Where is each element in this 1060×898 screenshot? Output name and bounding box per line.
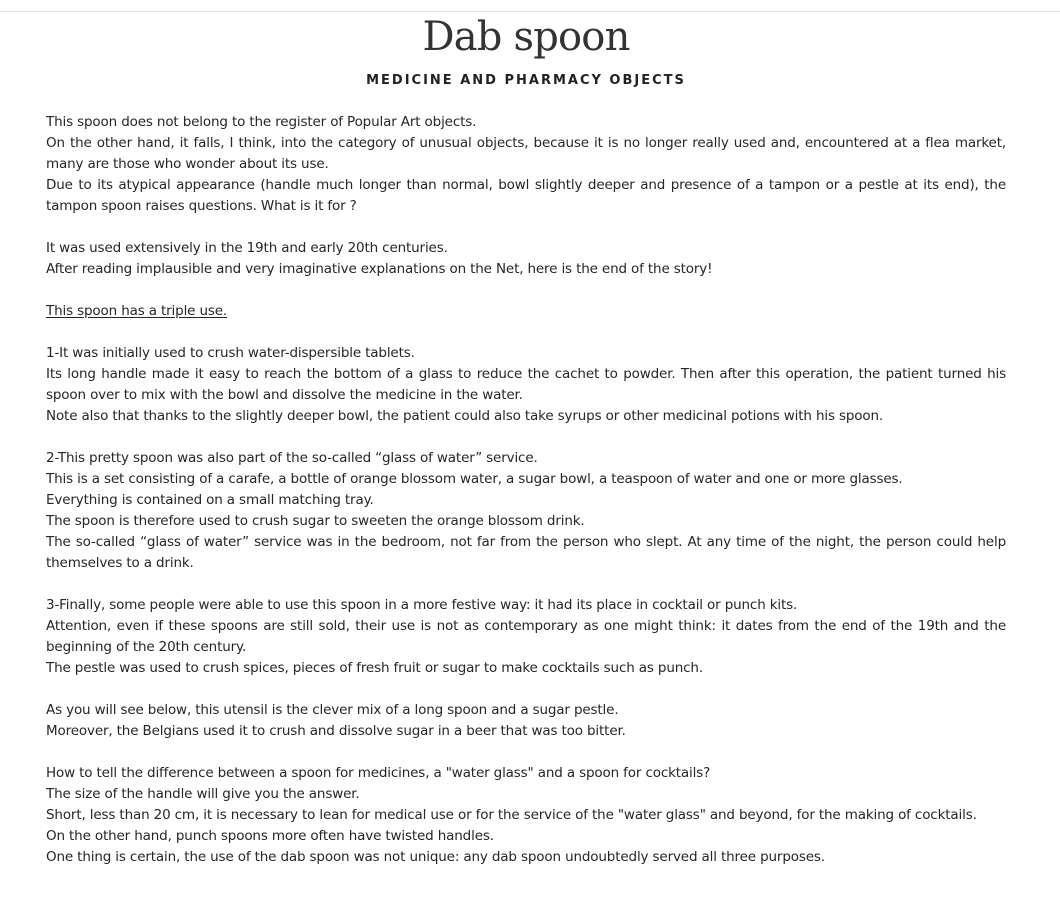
text-line: The pestle was used to crush spices, pieces of fresh fruit or sugar to make cocktails such as punch. [46, 660, 703, 676]
text-line: On the other hand, punch spoons more often have twisted handles. [46, 828, 494, 844]
text-line: Note also that thanks to the slightly deeper bowl, the patient could also take syrups or other medicinal potions with his spoon. [46, 408, 884, 424]
page-category: MEDICINE AND PHARMACY OBJECTS [366, 73, 686, 88]
text-line: This spoon does not belong to the register of Popular Art objects. [46, 114, 477, 130]
paragraph-differences [46, 763, 1006, 868]
paragraph-use-1 [46, 343, 1006, 427]
paragraph-use-2 [46, 448, 1006, 574]
text-line: Everything is contained on a small matching tray. [46, 492, 374, 508]
text-line: 2-This pretty spoon was also part of the so-called “glass of water” service. [46, 450, 538, 466]
triple-use-heading: This spoon has a triple use. [46, 303, 228, 319]
text-line: One thing is certain, the use of the dab spoon was not unique: any dab spoon undoubtedly served all three purposes. [46, 849, 825, 865]
text-line: The size of the handle will give you the answer. [46, 786, 360, 802]
text-line: The spoon is therefore used to crush sugar to sweeten the orange blossom drink. [46, 513, 585, 529]
text-line: 1-It was initially used to crush water-dispersible tablets. [46, 345, 415, 361]
text-line: Attention, even if these spoons are still sold, their use is not as contemporary as one might think: it dates from the end of the 19th and the beginning of the 20th century. [46, 618, 1006, 655]
paragraph-use-3 [46, 595, 1006, 679]
text-line: How to tell the difference between a spoon for medicines, a "water glass" and a spoon for cocktails? [46, 765, 711, 781]
article-body [46, 112, 1006, 868]
paragraph-belgians [46, 700, 1006, 742]
text-line: After reading implausible and very imaginative explanations on the Net, here is the end of the story! [46, 261, 713, 277]
text-line: The so-called “glass of water” service was in the bedroom, not far from the person who slept. At any time of the night, the person could help themselves to a drink. [46, 534, 1006, 571]
text-line: Due to its atypical appearance (handle much longer than normal, bowl slightly deeper and presence of a tampon or a pestle at its end), the tampon spoon raises questions. What is it for ? [46, 177, 1006, 214]
text-line: 3-Finally, some people were able to use this spoon in a more festive way: it had its place in cocktail or punch kits. [46, 597, 798, 613]
text-line: Short, less than 20 cm, it is necessary to lean for medical use or for the service of the "water glass" and beyond, for the making of cocktails. [46, 807, 977, 823]
page-title: Dab spoon [422, 14, 630, 60]
paragraph-triple-use [46, 301, 1006, 322]
paragraph-intro [46, 112, 1006, 217]
text-line: It was used extensively in the 19th and early 20th centuries. [46, 240, 448, 256]
paragraph-history [46, 238, 1006, 280]
text-line: On the other hand, it falls, I think, into the category of unusual objects, because it is no longer really used and, encountered at a flea market, many are those who wonder about its use. [46, 135, 1006, 172]
text-line: As you will see below, this utensil is the clever mix of a long spoon and a sugar pestle. [46, 702, 619, 718]
text-line: Its long handle made it easy to reach the bottom of a glass to reduce the cachet to powder. Then after this operation, the patient turned his spoon over to mix with the bowl and dissolve the medicine in the water. [46, 366, 1006, 403]
text-line: Moreover, the Belgians used it to crush and dissolve sugar in a beer that was too bitter. [46, 723, 626, 739]
text-line: This is a set consisting of a carafe, a bottle of orange blossom water, a sugar bowl, a teaspoon of water and one or more glasses. [46, 471, 903, 487]
